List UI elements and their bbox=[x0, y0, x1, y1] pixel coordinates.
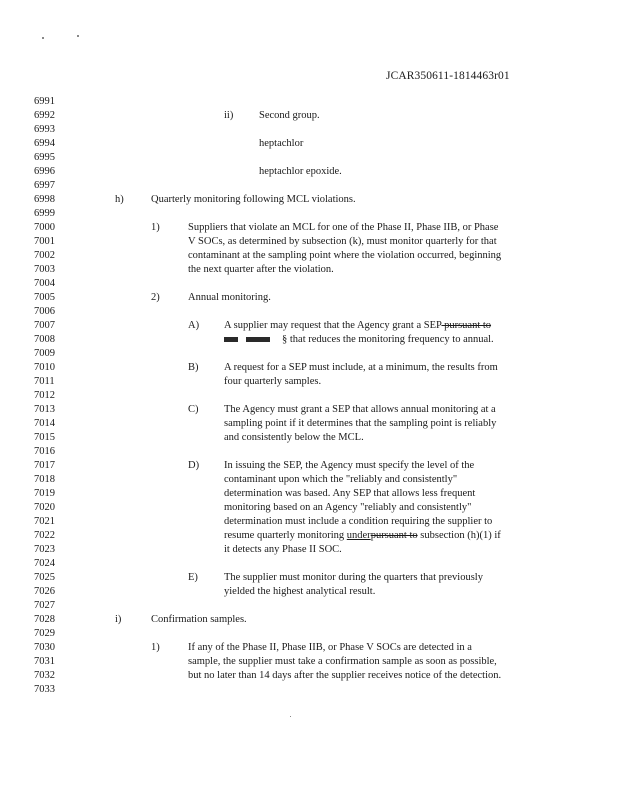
item-text: resume quarterly monitoring bbox=[224, 530, 347, 541]
line-number: 7029 bbox=[34, 628, 55, 639]
line-number: 7022 bbox=[34, 530, 55, 541]
section-title: Confirmation samples. bbox=[151, 614, 247, 625]
item-line bbox=[224, 319, 491, 333]
redaction-mark bbox=[246, 337, 270, 342]
line-number: 7021 bbox=[34, 516, 55, 527]
item-line: determination was based. Any SEP that allows less frequent bbox=[224, 488, 476, 499]
line-number: 7001 bbox=[34, 236, 55, 247]
line-number: 6996 bbox=[34, 166, 55, 177]
line-number: 6994 bbox=[34, 138, 55, 149]
item-label: C) bbox=[188, 404, 199, 415]
line-number: 7003 bbox=[34, 264, 55, 275]
item-text: § that reduces the monitoring frequency to annual. bbox=[282, 334, 494, 345]
line-number: 7030 bbox=[34, 642, 55, 653]
section-label: i) bbox=[115, 614, 122, 625]
line-number: 7018 bbox=[34, 474, 55, 485]
line-number: 7031 bbox=[34, 656, 55, 667]
subsection-title: Second group. bbox=[259, 110, 320, 121]
item-line: A request for a SEP must include, at a minimum, the results from bbox=[224, 362, 498, 373]
paragraph-line: Suppliers that violate an MCL for one of the Phase II, Phase IIB, or Phase bbox=[188, 222, 499, 233]
struck-text: pursuant to bbox=[441, 320, 492, 331]
line-number: 7000 bbox=[34, 222, 55, 233]
line-number: 6995 bbox=[34, 152, 55, 163]
item-line: In issuing the SEP, the Agency must specify the level of the bbox=[224, 460, 475, 471]
inserted-text: under bbox=[346, 530, 371, 541]
line-number: 7026 bbox=[34, 586, 55, 597]
scan-speck bbox=[290, 716, 291, 717]
paragraph-line: sample, the supplier must take a confirmation sample as soon as possible, bbox=[188, 656, 497, 667]
item-label: B) bbox=[188, 362, 199, 373]
line-number: 7028 bbox=[34, 614, 55, 625]
item-line bbox=[224, 333, 494, 347]
paragraph-title: Annual monitoring. bbox=[188, 292, 271, 303]
list-item: heptachlor epoxide. bbox=[259, 166, 342, 177]
line-number: 6993 bbox=[34, 124, 55, 135]
line-number: 7013 bbox=[34, 404, 55, 415]
line-number: 7019 bbox=[34, 488, 55, 499]
line-number: 7002 bbox=[34, 250, 55, 261]
item-line: The Agency must grant a SEP that allows annual monitoring at a bbox=[224, 404, 496, 415]
line-number: 7004 bbox=[34, 278, 55, 289]
item-line: four quarterly samples. bbox=[224, 376, 322, 387]
item-line: contaminant upon which the "reliably and consistently" bbox=[224, 474, 458, 485]
line-number: 7020 bbox=[34, 502, 55, 513]
paragraph-label: 2) bbox=[151, 292, 160, 303]
line-number: 6999 bbox=[34, 208, 55, 219]
item-text: subsection (h)(1) if bbox=[417, 530, 501, 541]
line-number: 6992 bbox=[34, 110, 55, 121]
item-line: determination must include a condition requiring the supplier to bbox=[224, 516, 493, 527]
line-number: 7027 bbox=[34, 600, 55, 611]
item-line: and consistently below the MCL. bbox=[224, 432, 364, 443]
line-number: 7006 bbox=[34, 306, 55, 317]
item-line: it detects any Phase II SOC. bbox=[224, 544, 342, 555]
line-number: 7024 bbox=[34, 558, 55, 569]
line-number: 7014 bbox=[34, 418, 55, 429]
line-number: 6998 bbox=[34, 194, 55, 205]
scan-speck bbox=[77, 35, 79, 37]
section-label: h) bbox=[115, 194, 124, 205]
subsection-label: ii) bbox=[224, 110, 234, 121]
paragraph-line: but no later than 14 days after the supplier receives notice of the detection. bbox=[188, 670, 502, 681]
line-number: 7008 bbox=[34, 334, 55, 345]
scan-speck bbox=[42, 37, 44, 39]
line-number: 7033 bbox=[34, 684, 55, 695]
item-line: sampling point if it determines that the sampling point is reliably bbox=[224, 418, 497, 429]
section-title: Quarterly monitoring following MCL violations. bbox=[151, 194, 356, 205]
line-number: 7010 bbox=[34, 362, 55, 373]
line-number: 7023 bbox=[34, 544, 55, 555]
item-text: A supplier may request that the Agency grant a SEP bbox=[224, 320, 442, 331]
item-label: A) bbox=[188, 320, 200, 331]
paragraph-line: the next quarter after the violation. bbox=[188, 264, 334, 275]
paragraph-label: 1) bbox=[151, 642, 160, 653]
struck-text: pursuant to bbox=[370, 530, 418, 541]
list-item: heptachlor bbox=[259, 138, 304, 149]
line-number: 7012 bbox=[34, 390, 55, 401]
line-number: 7011 bbox=[34, 376, 55, 387]
line-number: 7015 bbox=[34, 432, 55, 443]
paragraph-line: V SOCs, as determined by subsection (k), must monitor quarterly for that bbox=[188, 236, 497, 247]
item-label: D) bbox=[188, 460, 200, 471]
line-number: 7005 bbox=[34, 292, 55, 303]
line-number: 7032 bbox=[34, 670, 55, 681]
redaction-mark bbox=[224, 337, 238, 342]
paragraph-label: 1) bbox=[151, 222, 160, 233]
line-number: 7007 bbox=[34, 320, 55, 331]
document-id: JCAR350611-1814463r01 bbox=[386, 70, 510, 82]
item-label: E) bbox=[188, 572, 198, 583]
line-number: 6997 bbox=[34, 180, 55, 191]
item-line: yielded the highest analytical result. bbox=[224, 586, 376, 597]
line-number: 7017 bbox=[34, 460, 55, 471]
paragraph-line: contaminant at the sampling point where the violation occurred, beginning bbox=[188, 250, 502, 261]
line-number: 6991 bbox=[34, 96, 55, 107]
item-line: The supplier must monitor during the quarters that previously bbox=[224, 572, 483, 583]
item-line: monitoring based on an Agency "reliably and consistently" bbox=[224, 502, 472, 513]
item-line bbox=[224, 529, 501, 543]
line-number: 7009 bbox=[34, 348, 55, 359]
paragraph-line: If any of the Phase II, Phase IIB, or Phase V SOCs are detected in a bbox=[188, 642, 472, 653]
line-number: 7016 bbox=[34, 446, 55, 457]
line-number: 7025 bbox=[34, 572, 55, 583]
